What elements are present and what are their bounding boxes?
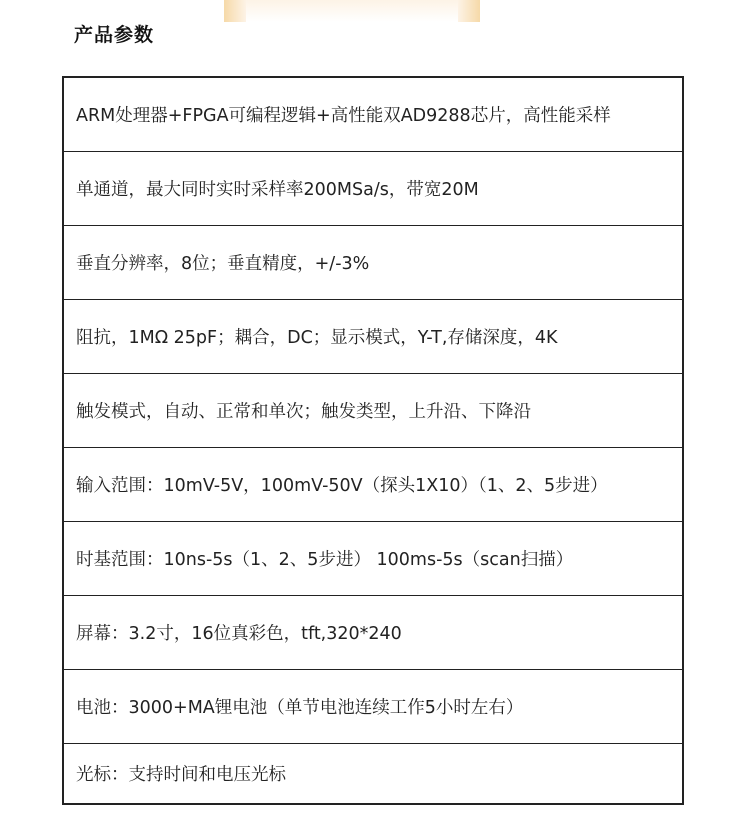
param-row-sampling: 单通道，最大同时实时采样率200MSa/s，带宽20M — [64, 152, 682, 226]
param-row-cursor: 光标：支持时间和电压光标 — [76, 765, 286, 785]
section-title: 产品参数 — [74, 24, 155, 46]
param-row-vertical-resolution: 垂直分辨率，8位；垂直精度，+/-3% — [64, 226, 682, 300]
param-row-impedance: 阻抗，1MΩ 25pF；耦合，DC；显示模式，Y-T,存储深度，4K — [64, 300, 682, 374]
product-params-table — [62, 76, 684, 805]
param-row-timebase: 时基范围：10ns-5s（1、2、5步进） 100ms-5s（scan扫描） — [64, 522, 682, 596]
param-row-input-range: 输入范围：10mV-5V，100mV-50V（探头1X10）（1、2、5步进） — [64, 448, 682, 522]
header-banner-decoration — [224, 0, 480, 22]
param-row-screen: 屏幕：3.2寸，16位真彩色，tft,320*240 — [64, 596, 682, 670]
param-row-battery: 电池：3000+MA锂电池（单节电池连续工作5小时左右） — [64, 670, 682, 744]
param-row-processor: ARM处理器+FPGA可编程逻辑+高性能双AD9288芯片，高性能采样 — [64, 78, 682, 152]
param-row-trigger: 触发模式，自动、正常和单次；触发类型，上升沿、下降沿 — [64, 374, 682, 448]
